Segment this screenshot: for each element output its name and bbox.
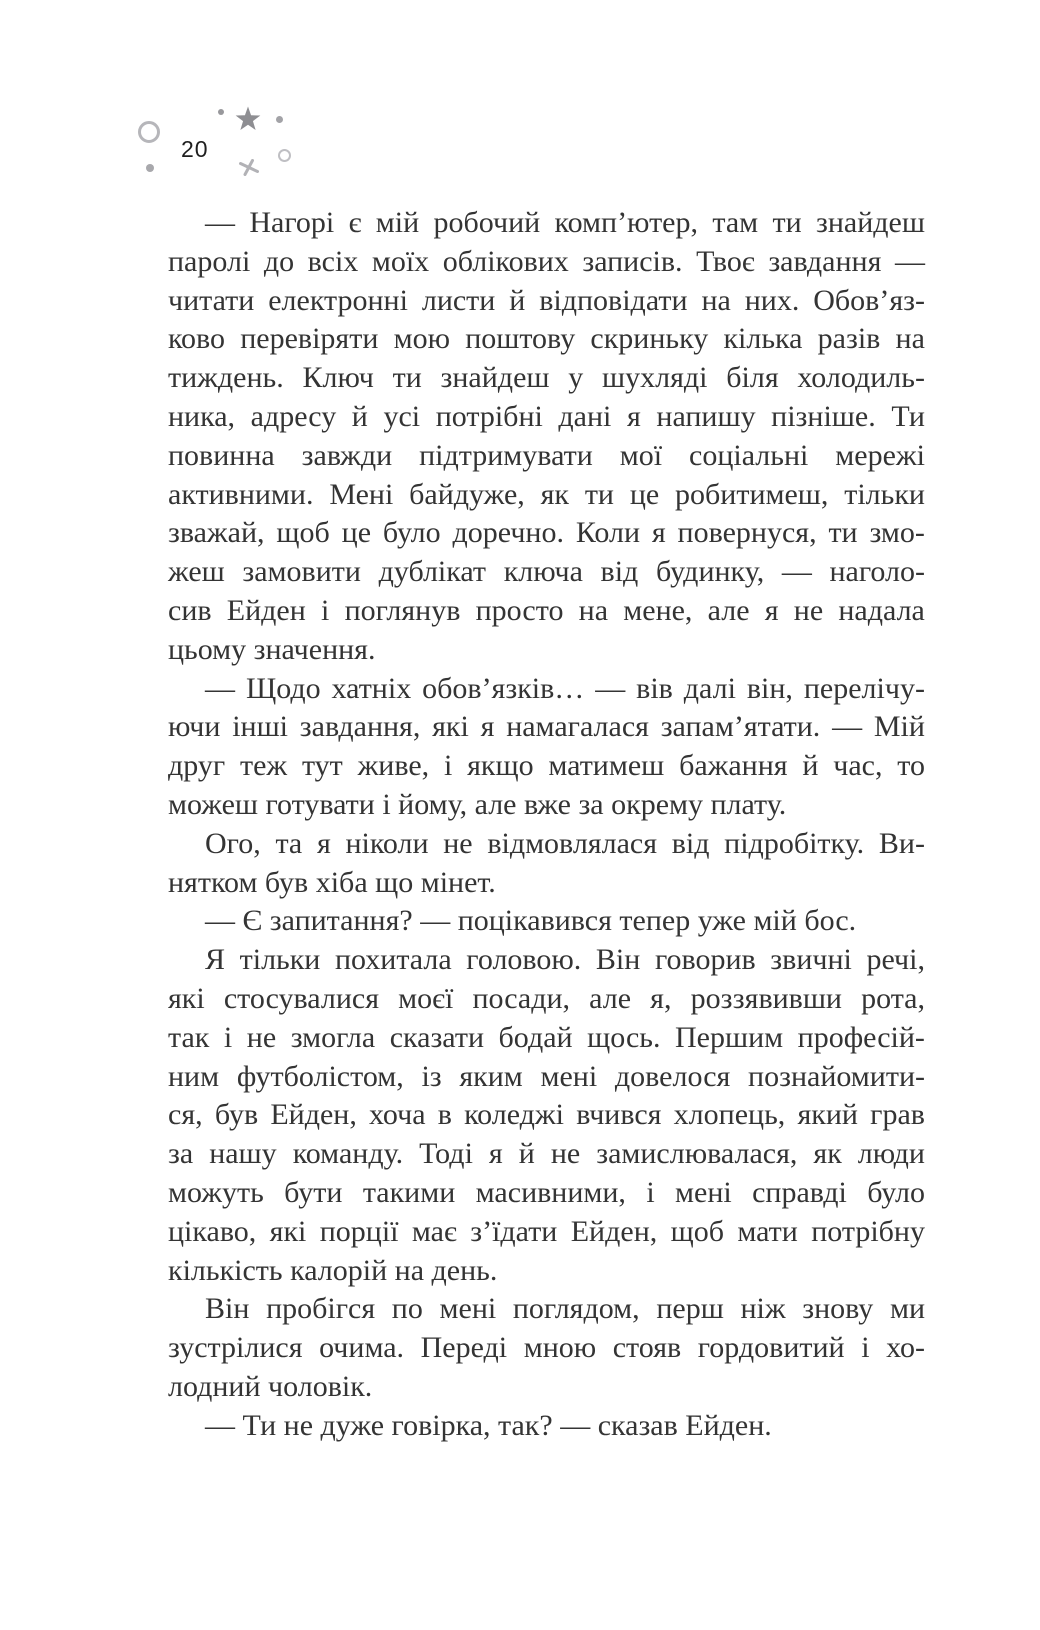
text-line: за нашу команду. Тоді я й не замислювалася, як люди <box>168 1137 925 1171</box>
text-line: — Ти не дуже говірка, так? — сказав Ейден. <box>205 1408 772 1442</box>
header-ornament <box>0 0 340 220</box>
circle-outline-icon <box>278 149 291 162</box>
text-line: можуть бути такими масивними, і мені справді було <box>168 1175 925 1209</box>
paragraph <box>168 670 925 825</box>
text-line: кількість калорій на день. <box>168 1253 498 1287</box>
text-line: активними. Мені байдуже, як ти це робитимеш, тільки <box>168 477 925 511</box>
text-line: зважай, щоб це було доречно. Коли я повернуся, ти змо- <box>168 516 925 550</box>
text-line: друг теж тут живе, і якщо матимеш бажання й час, то <box>168 749 925 783</box>
text-line: ково перевіряти мою поштову скриньку кілька разів на <box>168 322 925 356</box>
text-line: Я тільки похитала головою. Він говорив звичні речі, <box>205 943 925 977</box>
text-line: ючи інші завдання, які я намагалася запам’ятати. — Мій <box>168 710 925 744</box>
text-line: ним футболістом, із яким мені довелося познайомити- <box>168 1059 925 1093</box>
paragraph <box>168 1407 925 1446</box>
text-line: паролі до всіх моїх облікових записів. Твоє завдання — <box>168 244 925 278</box>
text-line: зустрілися очима. Переді мною стояв гордовитий і хо- <box>168 1331 925 1365</box>
dot-icon <box>218 109 224 115</box>
page-number: 20 <box>181 136 209 162</box>
dot-icon <box>276 116 283 123</box>
text-line: — Є запитання? — поцікавився тепер уже мій бос. <box>205 904 857 938</box>
text-line: читати електронні листи й відповідати на них. Обов’яз- <box>168 283 925 317</box>
text-line: лодний чоловік. <box>168 1369 373 1403</box>
paragraph <box>168 902 925 941</box>
text-line: сив Ейден і поглянув просто на мене, але я не надала <box>168 593 925 627</box>
page-text <box>168 204 925 1446</box>
text-line: цікаво, які порції має з’їдати Ейден, щоб мати потрібну <box>168 1214 925 1248</box>
text-line: так і не змогла сказати бодай щось. Першим професій- <box>168 1020 925 1054</box>
text-line: можеш готувати і йому, але вже за окрему плату. <box>168 787 787 821</box>
text-line: — Нагорі є мій робочий комп’ютер, там ти знайдеш <box>205 206 925 239</box>
text-line: цьому значення. <box>168 632 376 666</box>
text-line: Він пробігся по мені поглядом, перш ніж знову ми <box>205 1292 925 1326</box>
text-line: жеш замовити дублікат ключа від будинку, — наголо- <box>168 555 925 589</box>
text-line: які стосувалися моєї посади, але я, роззявивши рота, <box>168 981 925 1015</box>
text-line: Ого, та я ніколи не відмовлялася від підробітку. Ви- <box>205 826 925 860</box>
text-line: повинна завжди підтримувати мої соціальні мережі <box>168 438 925 472</box>
star-icon <box>234 106 262 132</box>
text-line: — Щодо хатніх обов’язків… — вів далі він, перелічу- <box>205 671 925 705</box>
paragraph <box>168 825 925 903</box>
x-mark-icon <box>239 159 259 176</box>
paragraph <box>168 1290 925 1406</box>
text-line: ника, адресу й усі потрібні дані я напишу пізніше. Ти <box>168 399 925 433</box>
text-line: нятком був хіба що мінет. <box>168 865 496 899</box>
text-line: тиждень. Ключ ти знайдеш у шухляді біля холодиль- <box>168 361 925 395</box>
paragraph <box>168 941 925 1290</box>
paragraph <box>168 204 925 670</box>
text-line: ся, був Ейден, хоча в коледжі вчився хлопець, який грав <box>168 1098 925 1132</box>
circle-outline-icon <box>138 121 160 143</box>
dot-icon <box>146 164 154 172</box>
